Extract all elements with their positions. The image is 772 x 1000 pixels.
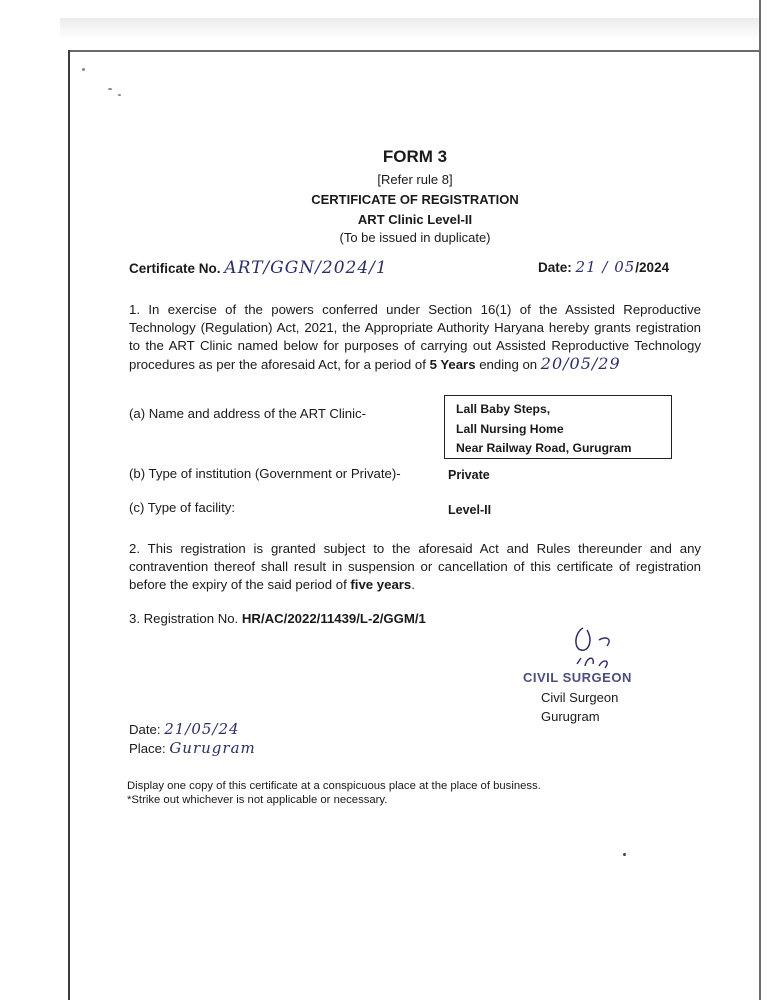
footer-place-value: Gurugram (169, 739, 256, 757)
item-b-label: (b) Type of institution (Government or Private)- (129, 466, 401, 481)
footer-date-label: Date: (129, 722, 161, 737)
issue-note: (To be issued in duplicate) (339, 230, 491, 245)
address-line-3: Near Railway Road, Gurugram (456, 441, 632, 455)
address-line-2: Lall Nursing Home (456, 421, 564, 436)
end-date: 20/05/29 (540, 354, 621, 373)
clinic-address-box (444, 395, 672, 459)
item-a-label: (a) Name and address of the ART Clinic- (129, 406, 366, 421)
period-bold: 5 Years (429, 357, 476, 372)
signatory-place: Gurugram (541, 709, 600, 724)
certificate-number-value: ART/GGN/2024/1 (224, 258, 388, 278)
footer-place (129, 739, 256, 757)
institution-type: Private (448, 468, 490, 482)
registration-number: HR/AC/2022/11439/L-2/GGM/1 (241, 611, 426, 626)
certificate-number-label: Certificate No. (129, 261, 221, 276)
footer-date (129, 720, 240, 738)
clinic-level-heading: ART Clinic Level-II (357, 212, 473, 227)
signatory-designation: Civil Surgeon (541, 690, 619, 705)
paragraph-2-tail: . (411, 577, 415, 592)
registration-label: 3. Registration No. (129, 611, 242, 626)
form-title: FORM 3 (382, 147, 448, 166)
paragraph-2 (129, 540, 701, 594)
date-year: /2024 (635, 260, 670, 275)
paragraph-1 (129, 301, 701, 374)
footer-date-value: 21/05/24 (164, 720, 240, 738)
scan-dot (623, 853, 626, 856)
signature-block (515, 620, 675, 725)
paragraph-2-text: 2. This registration is granted subject to the aforesaid Act and Rules thereunder and any contravention thereof shall result in suspension or cancellation of this certificate of registration before the expiry of the said period of (129, 541, 701, 592)
date-day-month: 21 / 05 (575, 258, 636, 276)
certificate-date (538, 258, 669, 276)
footer-place-label: Place: (129, 741, 166, 756)
certificate-number (129, 258, 388, 278)
paragraph-1-text-after: ending on (475, 357, 541, 372)
page-border-top (68, 50, 760, 52)
paragraph-1-text: 1. In exercise of the powers conferred under Section 16(1) of the Assisted Reproductive Technology (Regulation) Act, 2021, the Appropriate Authority Haryana hereby grants registration to the ART Clinic named below for purposes of carrying out Assisted Reproductive Technology procedures as per the aforesaid Act, for a period of (129, 302, 701, 372)
item-c-label: (c) Type of facility: (129, 500, 236, 515)
refer-rule: [Refer rule 8] (377, 172, 453, 187)
paragraph-2-bold: five years (350, 577, 412, 592)
address-line-1: Lall Baby Steps, (456, 402, 551, 416)
facility-type: Level-II (448, 503, 492, 517)
display-note: Display one copy of this certificate at a conspicuous place at the place of business. (127, 780, 541, 792)
certificate-title: CERTIFICATE OF REGISTRATION (311, 192, 519, 207)
civil-surgeon-stamp: CIVIL SURGEON (523, 670, 632, 685)
strike-out-note: *Strike out whichever is not applicable or necessary. (127, 794, 388, 806)
date-label: Date: (538, 260, 572, 275)
paragraph-3 (129, 611, 426, 626)
scan-shadow (60, 18, 760, 40)
